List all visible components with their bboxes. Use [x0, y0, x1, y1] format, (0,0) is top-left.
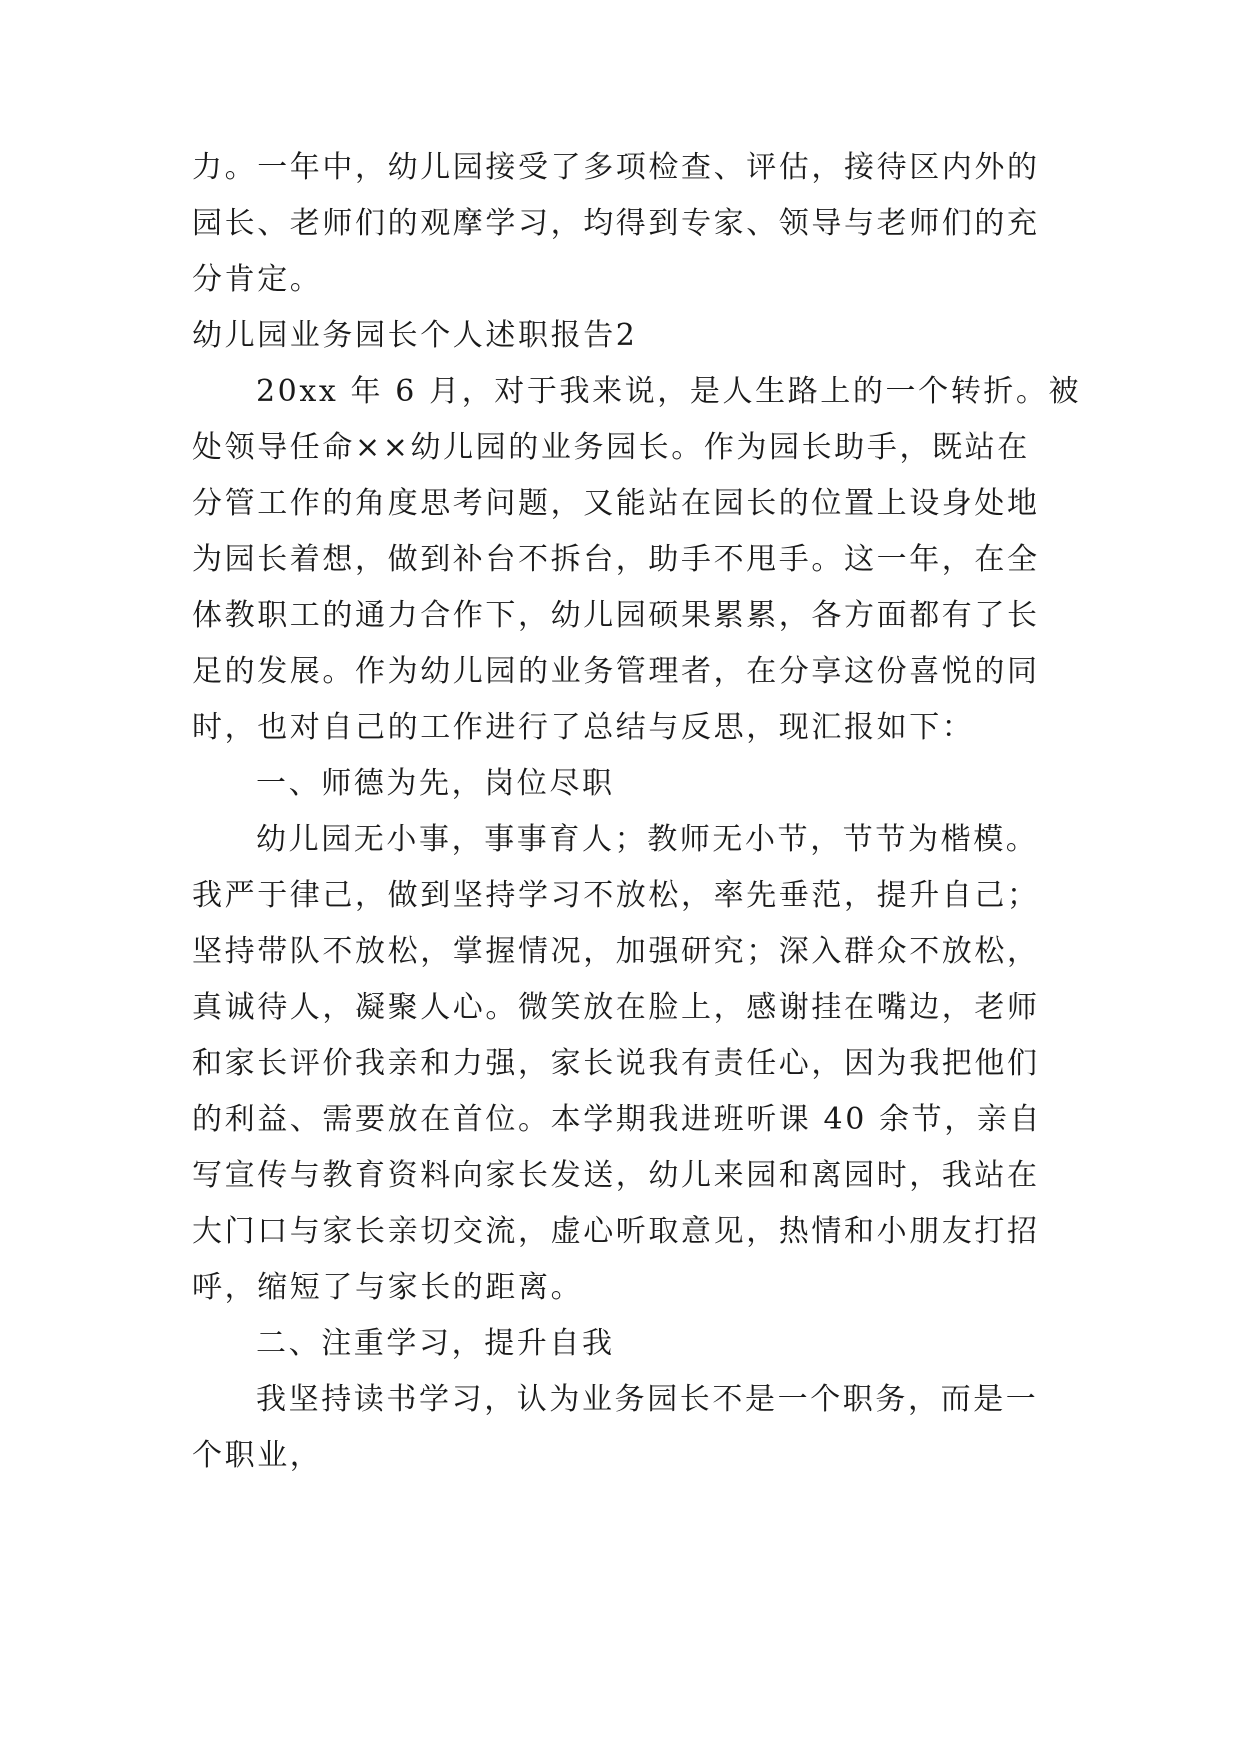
paragraph-line: 时，也对自己的工作进行了总结与反思，现汇报如下：	[192, 710, 975, 745]
paragraph-line: 写宣传与教育资料向家长发送，幼儿来园和离园时，我站在	[192, 1158, 1040, 1193]
paragraph-line: 分肯定。	[192, 262, 323, 297]
paragraph-line: 呼，缩短了与家长的距离。	[192, 1270, 584, 1305]
paragraph-line: 分管工作的角度思考问题，又能站在园长的位置上设身处地	[192, 486, 1040, 521]
paragraph-line: 园长、老师们的观摩学习，均得到专家、领导与老师们的充	[192, 206, 1040, 241]
paragraph-line: 处领导任命××幼儿园的业务园长。作为园长助手，既站在	[192, 430, 1030, 465]
paragraph-line: 为园长着想，做到补台不拆台，助手不甩手。这一年，在全	[192, 542, 1040, 577]
section-title: 幼儿园业务园长个人述职报告2	[192, 318, 638, 353]
section-heading: 二、注重学习，提升自我	[256, 1326, 615, 1361]
paragraph-line: 个职业，	[192, 1438, 323, 1473]
paragraph-line: 20xx 年 6 月，对于我来说，是人生路上的一个转折。被	[256, 374, 1082, 409]
paragraph-line: 我严于律己，做到坚持学习不放松，率先垂范，提升自己；	[192, 878, 1040, 913]
paragraph-line: 和家长评价我亲和力强，家长说我有责任心，因为我把他们	[192, 1046, 1040, 1081]
section-heading: 一、师德为先，岗位尽职	[256, 766, 615, 801]
paragraph-line: 体教职工的通力合作下，幼儿园硕果累累，各方面都有了长	[192, 598, 1040, 633]
paragraph-line: 坚持带队不放松，掌握情况，加强研究；深入群众不放松，	[192, 934, 1040, 969]
paragraph-line: 我坚持读书学习，认为业务园长不是一个职务，而是一	[256, 1382, 1039, 1417]
paragraph-line: 真诚待人，凝聚人心。微笑放在脸上，感谢挂在嘴边，老师	[192, 990, 1040, 1025]
paragraph-line: 力。一年中，幼儿园接受了多项检查、评估，接待区内外的	[192, 150, 1040, 185]
paragraph-line: 幼儿园无小事，事事育人；教师无小节，节节为楷模。	[256, 822, 1039, 857]
paragraph-line: 大门口与家长亲切交流，虚心听取意见，热情和小朋友打招	[192, 1214, 1040, 1249]
paragraph-line: 足的发展。作为幼儿园的业务管理者，在分享这份喜悦的同	[192, 654, 1040, 689]
paragraph-line: 的利益、需要放在首位。本学期我进班听课 40 余节，亲自	[192, 1102, 1043, 1137]
